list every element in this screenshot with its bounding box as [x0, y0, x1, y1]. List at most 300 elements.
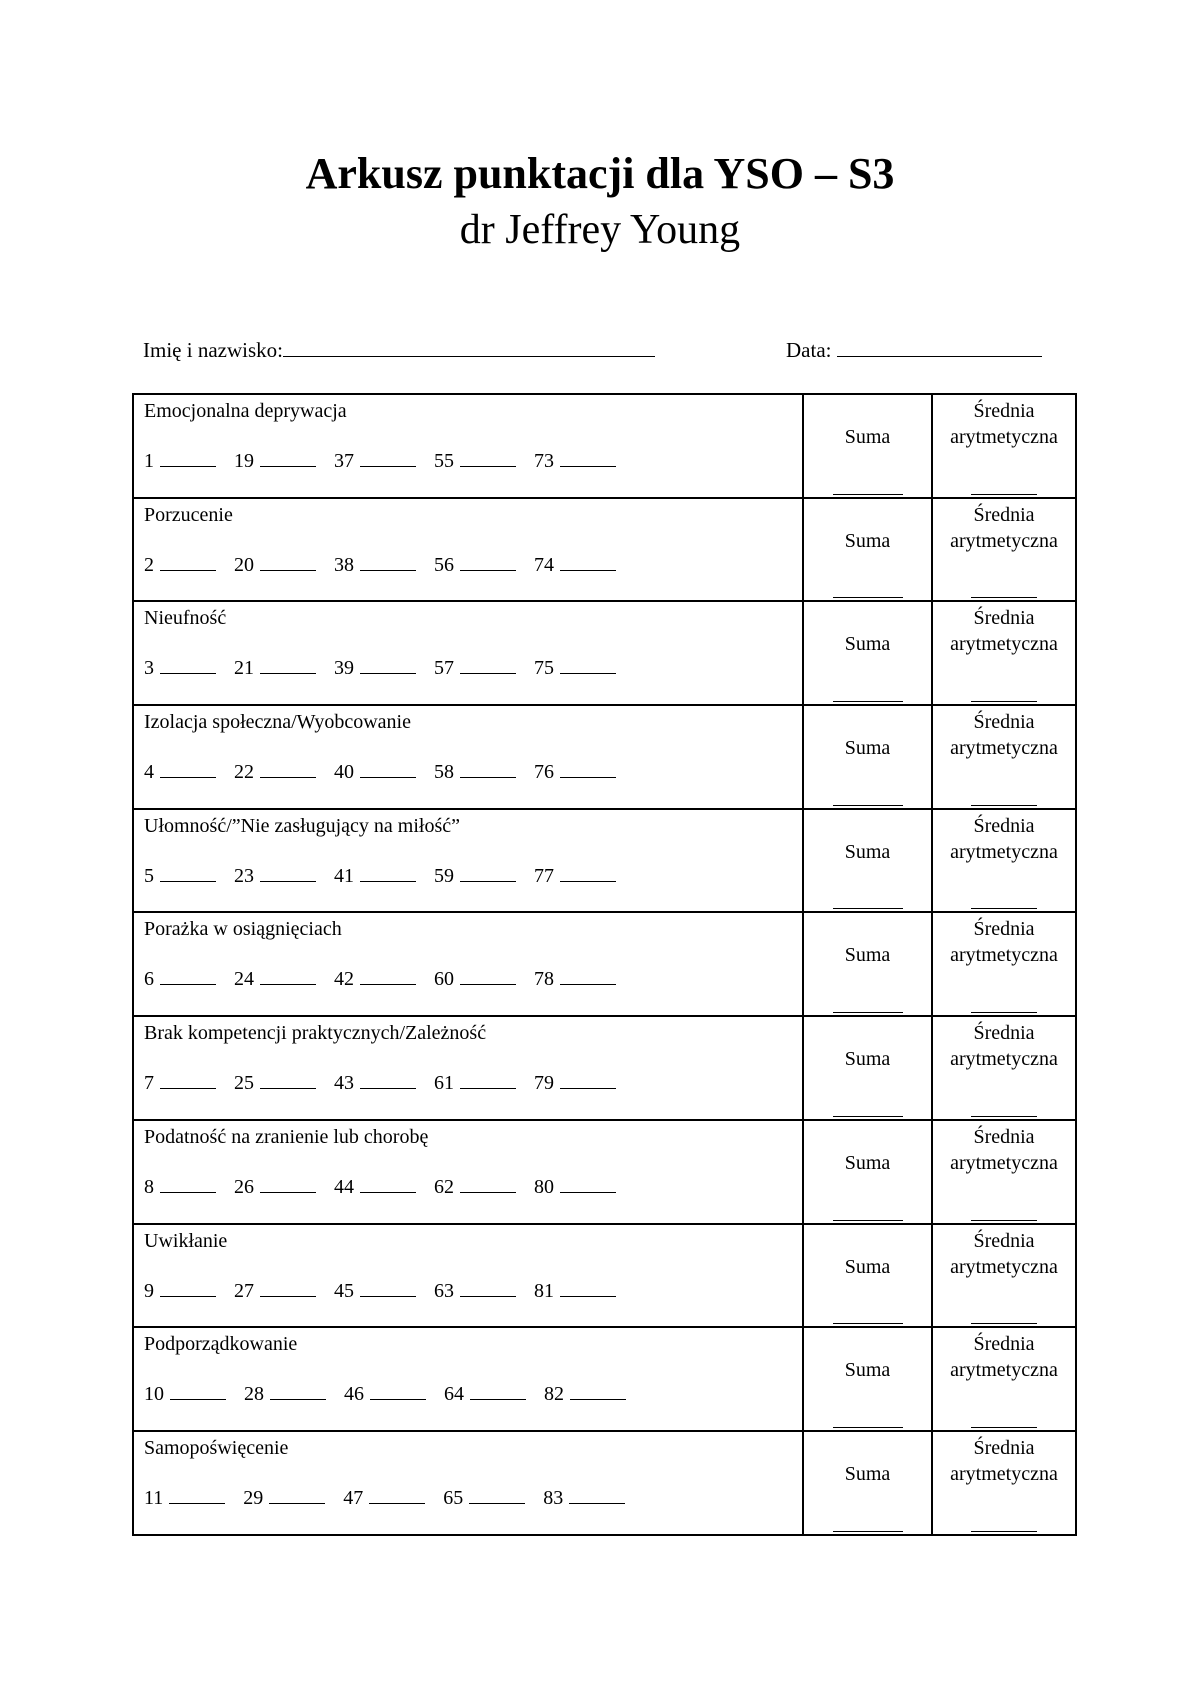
item-score-field[interactable]: [370, 1381, 426, 1400]
item-entry: [144, 966, 216, 992]
item-score-field[interactable]: [569, 1485, 625, 1504]
sum-cell: [803, 1016, 932, 1120]
item-entry: [443, 1485, 525, 1511]
item-number: 73: [534, 450, 554, 472]
item-entry: [434, 552, 516, 578]
item-number: 24: [234, 968, 254, 991]
average-field[interactable]: [971, 1220, 1037, 1221]
item-score-field[interactable]: [360, 759, 416, 778]
item-score-field[interactable]: [460, 863, 516, 882]
item-number: 5: [144, 864, 154, 887]
item-score-field[interactable]: [270, 1381, 326, 1400]
sum-label: Suma: [844, 737, 891, 760]
item-number: 59: [434, 864, 454, 887]
item-entry: [434, 448, 516, 474]
scheme-name: Emocjonalna deprywacja: [144, 400, 347, 422]
name-field[interactable]: [283, 338, 655, 357]
scheme-name: Nieufność: [144, 607, 227, 630]
scheme-cell: [133, 705, 803, 809]
item-score-field[interactable]: [269, 1485, 325, 1504]
item-score-field[interactable]: [360, 655, 416, 674]
item-entry: [234, 1070, 316, 1096]
item-score-field[interactable]: [460, 1070, 516, 1089]
sum-field[interactable]: [833, 701, 903, 702]
item-score-field[interactable]: [260, 1070, 316, 1089]
item-entry: [144, 1174, 216, 1200]
item-entry: [534, 759, 616, 785]
scheme-row: [133, 601, 1076, 705]
item-entry: [434, 1070, 516, 1096]
item-entry: [243, 1485, 325, 1511]
item-score-field[interactable]: [260, 759, 316, 778]
average-field[interactable]: [971, 701, 1037, 702]
item-score-field[interactable]: [360, 966, 416, 985]
item-entry: [234, 552, 316, 578]
sum-label: Suma: [844, 529, 891, 552]
item-score-field[interactable]: [460, 448, 516, 467]
sum-label: Suma: [844, 944, 891, 967]
item-entry: [234, 863, 316, 889]
date-label: Data:: [786, 338, 832, 362]
sum-label: Suma: [844, 840, 891, 863]
item-number: 6: [144, 968, 154, 991]
sum-label: Suma: [844, 426, 891, 448]
scheme-cell: [133, 601, 803, 705]
item-score-field[interactable]: [160, 448, 216, 467]
scheme-cell: [133, 1016, 803, 1120]
item-number: 79: [534, 1072, 554, 1095]
item-score-field[interactable]: [560, 448, 616, 467]
item-entry: [334, 1174, 416, 1200]
item-entry: [434, 966, 516, 992]
item-number: 2: [144, 553, 154, 576]
item-score-field[interactable]: [460, 552, 516, 571]
item-score-field[interactable]: [260, 966, 316, 985]
item-number: 60: [434, 968, 454, 991]
scheme-row: [133, 912, 1076, 1016]
item-entry: [343, 1485, 425, 1511]
average-label: [933, 1331, 1075, 1383]
score-table-body: [133, 394, 1076, 1535]
item-number: 40: [334, 761, 354, 784]
average-cell: [932, 705, 1076, 809]
sum-cell: [803, 498, 932, 602]
item-score-field[interactable]: [560, 966, 616, 985]
scheme-row: [133, 1016, 1076, 1120]
item-score-field[interactable]: [360, 1174, 416, 1193]
average-label: [933, 1435, 1075, 1487]
average-cell: [932, 394, 1076, 498]
item-entry: [144, 1070, 216, 1096]
sum-field[interactable]: [833, 1531, 903, 1532]
average-label: [933, 1020, 1075, 1072]
item-list: [144, 1070, 634, 1096]
average-label-line2: arytmetyczna: [950, 1359, 1058, 1382]
item-number: 8: [144, 1175, 154, 1198]
item-entry: [334, 966, 416, 992]
item-number: 83: [543, 1486, 564, 1509]
average-label: [933, 398, 1075, 450]
sum-cell: [803, 912, 932, 1016]
scheme-name: Uwikłanie: [144, 1229, 228, 1252]
item-entry: [344, 1381, 426, 1407]
item-entry: [334, 759, 416, 785]
average-cell: [932, 1120, 1076, 1224]
scheme-cell: [133, 498, 803, 602]
date-field-row: [786, 336, 1042, 364]
sum-field[interactable]: [833, 1220, 903, 1221]
item-score-field[interactable]: [560, 759, 616, 778]
scheme-name: Izolacja społeczna/Wyobcowanie: [144, 711, 411, 734]
item-score-field[interactable]: [260, 1174, 316, 1193]
item-score-field[interactable]: [169, 1485, 225, 1504]
item-entry: [534, 448, 616, 474]
average-label-line2: arytmetyczna: [950, 1048, 1058, 1071]
item-list: [144, 863, 634, 889]
item-number: 82: [544, 1383, 564, 1406]
item-entry: [234, 448, 316, 474]
average-cell: [932, 601, 1076, 705]
item-score-field[interactable]: [560, 863, 616, 882]
average-label: [933, 1124, 1075, 1176]
item-number: 62: [434, 1175, 454, 1198]
average-field[interactable]: [971, 805, 1037, 806]
item-number: 44: [334, 1175, 354, 1198]
item-score-field[interactable]: [560, 552, 616, 571]
item-score-field[interactable]: [160, 966, 216, 985]
average-label-line1: Średnia: [973, 814, 1035, 837]
item-entry: [534, 966, 616, 992]
item-score-field[interactable]: [469, 1485, 525, 1504]
scheme-cell: [133, 912, 803, 1016]
item-entry: [534, 655, 616, 681]
average-label: [933, 813, 1075, 865]
sum-label: Suma: [844, 1359, 891, 1382]
item-score-field[interactable]: [160, 655, 216, 674]
average-label-line1: Średnia: [973, 1125, 1035, 1148]
item-entry: [144, 863, 216, 889]
item-list: [144, 552, 634, 578]
sum-label: Suma: [844, 1151, 891, 1174]
page-subtitle: dr Jeffrey Young: [459, 207, 741, 253]
item-number: 1: [144, 450, 154, 472]
item-number: 43: [334, 1072, 354, 1095]
average-label-line1: Średnia: [973, 1229, 1035, 1252]
item-score-field[interactable]: [260, 655, 316, 674]
item-entry: [534, 863, 616, 889]
item-number: 75: [534, 657, 554, 680]
item-list: [144, 655, 634, 681]
item-number: 47: [343, 1486, 364, 1509]
item-entry: [534, 552, 616, 578]
item-score-field[interactable]: [160, 552, 216, 571]
average-label-line1: Średnia: [973, 1022, 1035, 1045]
scheme-cell: [133, 1224, 803, 1328]
name-label: Imię i nazwisko:: [143, 338, 283, 362]
scheme-name: Samopoświęcenie: [144, 1436, 289, 1459]
average-label-line1: Średnia: [973, 711, 1035, 734]
page-title: Arkusz punktacji dla YSO – S3: [305, 149, 895, 198]
average-field[interactable]: [971, 1427, 1037, 1428]
item-score-field[interactable]: [369, 1485, 425, 1504]
item-number: 9: [144, 1279, 154, 1302]
average-field[interactable]: [971, 1531, 1037, 1532]
item-number: 22: [234, 761, 254, 784]
item-score-field[interactable]: [560, 655, 616, 674]
item-list: [144, 448, 634, 474]
item-number: 4: [144, 761, 154, 784]
item-score-field[interactable]: [360, 552, 416, 571]
item-score-field[interactable]: [160, 759, 216, 778]
item-entry: [144, 1381, 226, 1407]
average-field[interactable]: [971, 494, 1037, 495]
average-label-line1: Średnia: [973, 918, 1035, 941]
scheme-name: Podatność na zranienie lub chorobę: [144, 1125, 429, 1148]
item-score-field[interactable]: [460, 966, 516, 985]
item-number: 61: [434, 1072, 454, 1095]
scheme-name: Porzucenie: [144, 503, 233, 526]
item-number: 26: [234, 1175, 254, 1198]
item-entry: [144, 759, 216, 785]
item-list: [144, 966, 634, 992]
item-score-field[interactable]: [160, 863, 216, 882]
item-number: 39: [334, 657, 354, 680]
scheme-name: Podporządkowanie: [144, 1333, 298, 1356]
item-entry: [434, 1278, 516, 1304]
item-number: 77: [534, 864, 554, 887]
item-entry: [444, 1381, 526, 1407]
scheme-name: Porażka w osiągnięciach: [144, 918, 342, 941]
item-number: 28: [244, 1383, 264, 1406]
scheme-cell: [133, 809, 803, 913]
average-label-line1: Średnia: [973, 503, 1035, 526]
sum-cell: [803, 809, 932, 913]
sum-field[interactable]: [833, 805, 903, 806]
item-entry: [144, 1278, 216, 1304]
item-number: 10: [144, 1383, 164, 1406]
item-score-field[interactable]: [260, 1278, 316, 1297]
sum-cell: [803, 601, 932, 705]
average-cell: [932, 498, 1076, 602]
item-entry: [543, 1485, 625, 1511]
sum-label: Suma: [844, 1462, 891, 1485]
sum-label: Suma: [844, 1255, 891, 1278]
sum-cell: [803, 1431, 932, 1535]
scheme-name: Ułomność/”Nie zasługujący na miłość”: [144, 814, 461, 837]
item-entry: [234, 966, 316, 992]
item-entry: [544, 1381, 626, 1407]
item-score-field[interactable]: [260, 552, 316, 571]
sum-field[interactable]: [833, 908, 903, 909]
item-score-field[interactable]: [460, 655, 516, 674]
item-entry: [234, 655, 316, 681]
item-number: 42: [334, 968, 354, 991]
sum-field[interactable]: [833, 597, 903, 598]
item-entry: [434, 759, 516, 785]
item-number: 3: [144, 657, 154, 680]
item-number: 45: [334, 1279, 354, 1302]
scheme-row: [133, 809, 1076, 913]
scheme-row: [133, 705, 1076, 809]
item-list: [144, 1278, 634, 1304]
item-number: 20: [234, 553, 254, 576]
item-number: 65: [443, 1486, 464, 1509]
scheme-row: [133, 394, 1076, 498]
sum-field[interactable]: [833, 1012, 903, 1013]
average-label-line2: arytmetyczna: [950, 944, 1058, 967]
item-score-field[interactable]: [460, 759, 516, 778]
average-cell: [932, 809, 1076, 913]
item-score-field[interactable]: [570, 1381, 626, 1400]
item-number: 74: [534, 553, 554, 576]
average-label-line1: Średnia: [973, 607, 1035, 630]
item-score-field[interactable]: [360, 1278, 416, 1297]
average-cell: [932, 1431, 1076, 1535]
scheme-name: Brak kompetencji praktycznych/Zależność: [144, 1022, 487, 1045]
sum-field[interactable]: [833, 1427, 903, 1428]
item-score-field[interactable]: [560, 1174, 616, 1193]
item-score-field[interactable]: [460, 1278, 516, 1297]
item-entry: [244, 1381, 326, 1407]
average-label-line2: arytmetyczna: [950, 426, 1058, 448]
item-number: 57: [434, 657, 454, 680]
item-score-field[interactable]: [160, 1278, 216, 1297]
item-entry: [434, 655, 516, 681]
item-entry: [434, 863, 516, 889]
item-entry: [534, 1070, 616, 1096]
item-entry: [534, 1278, 616, 1304]
average-label: [933, 605, 1075, 657]
item-number: 64: [444, 1383, 464, 1406]
item-score-field[interactable]: [360, 1070, 416, 1089]
item-number: 27: [234, 1279, 254, 1302]
item-number: 29: [243, 1486, 264, 1509]
average-field[interactable]: [971, 1116, 1037, 1117]
average-label-line2: arytmetyczna: [950, 737, 1058, 760]
average-label-line1: Średnia: [973, 400, 1035, 422]
average-label: [933, 1228, 1075, 1280]
item-entry: [234, 1278, 316, 1304]
sum-label: Suma: [844, 633, 891, 656]
item-entry: [334, 552, 416, 578]
item-entry: [144, 655, 216, 681]
item-number: 76: [534, 761, 554, 784]
sum-label: Suma: [844, 1048, 891, 1071]
item-entry: [334, 863, 416, 889]
average-label-line1: Średnia: [973, 1436, 1035, 1459]
item-number: 21: [234, 657, 254, 680]
scheme-row: [133, 1120, 1076, 1224]
average-field[interactable]: [971, 908, 1037, 909]
item-entry: [144, 448, 216, 474]
item-entry: [534, 1174, 616, 1200]
average-cell: [932, 1327, 1076, 1431]
sum-field[interactable]: [833, 1116, 903, 1117]
item-entry: [144, 1485, 225, 1511]
average-label-line2: arytmetyczna: [950, 633, 1058, 656]
scheme-cell: [133, 394, 803, 498]
item-number: 55: [434, 450, 454, 472]
average-label: [933, 502, 1075, 554]
item-entry: [334, 448, 416, 474]
item-score-field[interactable]: [260, 863, 316, 882]
item-list: [144, 1174, 634, 1200]
item-list: [144, 1485, 643, 1511]
item-score-field[interactable]: [160, 1070, 216, 1089]
item-score-field[interactable]: [470, 1381, 526, 1400]
item-number: 37: [334, 450, 354, 472]
sum-cell: [803, 1224, 932, 1328]
item-number: 41: [334, 864, 354, 887]
average-label-line2: arytmetyczna: [950, 529, 1058, 552]
average-label: [933, 709, 1075, 761]
item-number: 81: [534, 1279, 554, 1302]
average-label-line2: arytmetyczna: [950, 840, 1058, 863]
sum-cell: [803, 705, 932, 809]
sum-field[interactable]: [833, 494, 903, 495]
item-number: 80: [534, 1175, 554, 1198]
item-score-field[interactable]: [360, 448, 416, 467]
name-field-row: [143, 336, 655, 364]
item-list: [144, 1381, 644, 1407]
item-score-field[interactable]: [560, 1278, 616, 1297]
scheme-row: [133, 1224, 1076, 1328]
item-score-field[interactable]: [260, 448, 316, 467]
date-field[interactable]: [837, 338, 1042, 357]
item-entry: [334, 1070, 416, 1096]
item-number: 25: [234, 1072, 254, 1095]
score-table: [132, 393, 1077, 1536]
item-number: 7: [144, 1072, 154, 1095]
scheme-row: [133, 498, 1076, 602]
item-score-field[interactable]: [160, 1174, 216, 1193]
item-number: 11: [144, 1486, 164, 1509]
item-entry: [234, 1174, 316, 1200]
sum-field[interactable]: [833, 1323, 903, 1324]
scheme-row: [133, 1431, 1076, 1535]
scheme-row: [133, 1327, 1076, 1431]
scheme-cell: [133, 1327, 803, 1431]
item-number: 78: [534, 968, 554, 991]
item-score-field[interactable]: [560, 1070, 616, 1089]
item-entry: [434, 1174, 516, 1200]
item-number: 63: [434, 1279, 454, 1302]
average-label-line2: arytmetyczna: [950, 1255, 1058, 1278]
item-score-field[interactable]: [360, 863, 416, 882]
average-label-line1: Średnia: [973, 1333, 1035, 1356]
item-score-field[interactable]: [460, 1174, 516, 1193]
item-list: [144, 759, 634, 785]
average-label-line2: arytmetyczna: [950, 1151, 1058, 1174]
average-cell: [932, 1016, 1076, 1120]
average-field[interactable]: [971, 1012, 1037, 1013]
item-score-field[interactable]: [170, 1381, 226, 1400]
item-number: 19: [234, 450, 254, 472]
item-number: 58: [434, 761, 454, 784]
item-entry: [334, 655, 416, 681]
sum-cell: [803, 394, 932, 498]
average-field[interactable]: [971, 597, 1037, 598]
item-number: 56: [434, 553, 454, 576]
average-cell: [932, 1224, 1076, 1328]
average-field[interactable]: [971, 1323, 1037, 1324]
sum-cell: [803, 1120, 932, 1224]
item-number: 23: [234, 864, 254, 887]
scheme-cell: [133, 1120, 803, 1224]
sum-cell: [803, 1327, 932, 1431]
average-label: [933, 916, 1075, 968]
average-cell: [932, 912, 1076, 1016]
